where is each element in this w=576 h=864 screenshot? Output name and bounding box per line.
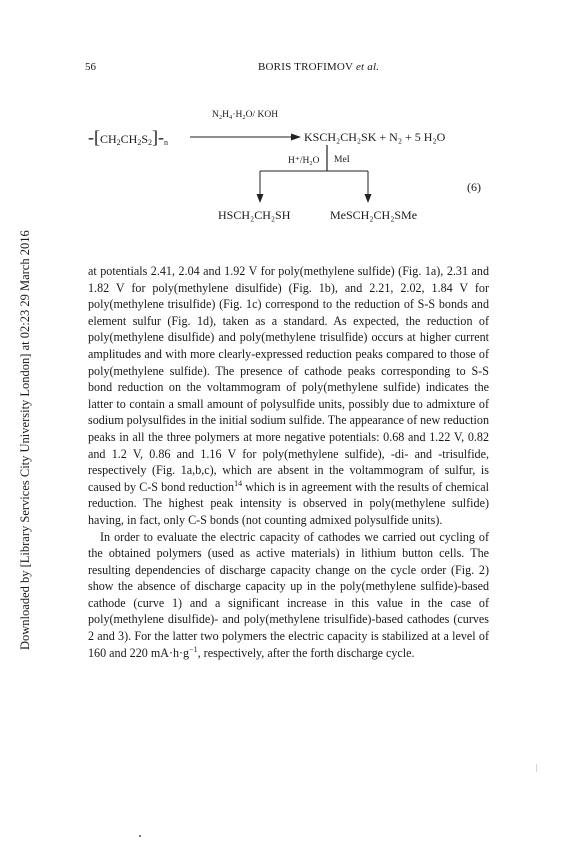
branch-left-reagent: H⁺/H₂O xyxy=(288,156,320,166)
equation-number: (6) xyxy=(467,180,481,194)
page-number: 56 xyxy=(85,61,96,73)
download-notice: Downloaded by [Library Services City University London] at 02:23 29 March 2016 xyxy=(18,230,32,650)
paragraph-voltammetry xyxy=(88,263,489,529)
paragraph-capacity xyxy=(88,529,489,662)
reagent-label: N₂H₄·H₂O/ KOH xyxy=(212,110,279,120)
product-dithiol: HSCH₂CH₂SH xyxy=(218,208,291,222)
paragraph-2-text: In order to evaluate the electric capacity of cathodes we carried out cycling of the obtained polymers (used as active materials) in lithium button cells. The resulting dependencies of discharge capacity change on the cycle order (Fig. 2) show the absence of discharge capacity up in the poly(methylene sulfide)-based cathode (curve 1) and a significant increase in this value in the case of poly(methylene disulfide)- and poly(methylene trisulfide)-based cathodes (curves 2 and 3). For the latter two polymers the electric capacity is stabilized at a level of 160 and 220 mA·h·g xyxy=(88,529,489,660)
polymer-formula: $-[CH_2CH_2S_2]-_n$ xyxy=(88,127,169,147)
scan-speck xyxy=(139,835,141,837)
branch-right-reagent: MeI xyxy=(334,155,350,165)
article-body xyxy=(88,263,489,661)
scan-mark xyxy=(536,764,537,772)
paragraph-1-text-cont: which is in agreement with the results of chemical reduction. The highest peak intensity is observed in poly(methylene sulfide) having, in fact, only C-S bonds (not counting admixed polysulfide units). xyxy=(88,479,489,527)
reference-14: 14 xyxy=(234,478,243,488)
paragraph-1-text: at potentials 2.41, 2.04 and 1.92 V for poly(methylene sulfide) (Fig. 1a), 2.31 and 1.82 V for poly(methylene disulfide) (Fig. 1b), and 2.21, 2.02, 1.84 V for poly(methylene trisulfide) (Fig. 1c) correspond to the reduction of S-S bonds and element sulfur (Fig. 1d), taken as a standard. As expected, the reduction of poly(methylene disulfide) and poly(methylene trisulfide) occurs at higher current amplitudes and with more clearly-expressed reduction peaks compared to those of poly(methylene sulfide). The presence of cathode peaks corresponding to S-S bond reduction on the voltammogram of poly(methylene sulfide) indicates the latter to contain a small amount of polysulfide units, possibly due to admixture of sodium polysulfides in the initial sodium sulfide. The appearance of new reduction peaks in all the three polymers at more negative potentials: 0.68 and 1.22 V, 0.82 and 1.2 V, 0.86 and 1.16 V for poly(methylene sulfide), -di- and -trisulfide, respectively (Fig. 1a,b,c), which are absent in the voltammogram of sulfur, is caused by C-S bond reduction xyxy=(88,264,489,494)
running-head-etal: et al. xyxy=(355,61,380,73)
scheme-arrows xyxy=(0,0,576,260)
reaction-products: KSCH₂CH₂SK + N₂ + 5 H₂O xyxy=(304,130,446,144)
running-head-author: BORIS TROFIMOV xyxy=(258,61,354,73)
unit-exponent: −1 xyxy=(189,644,198,654)
product-dimethyl: MeSCH₂CH₂SMe xyxy=(330,208,418,222)
paragraph-2-text-cont: , respectively, after the forth discharge cycle. xyxy=(197,645,415,660)
reaction-scheme xyxy=(0,0,576,260)
